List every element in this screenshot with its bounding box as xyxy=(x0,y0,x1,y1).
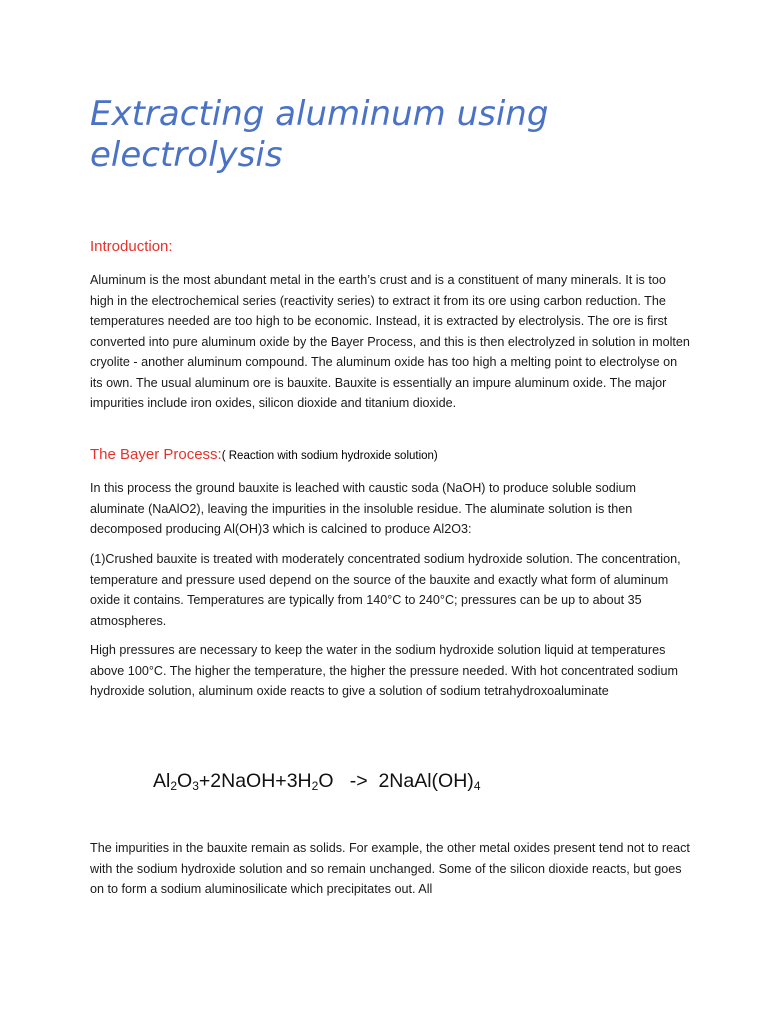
chemical-equation xyxy=(153,768,481,794)
introduction-heading: Introduction: xyxy=(90,238,173,255)
impurities-paragraph: The impurities in the bauxite remain as solids. For example, the other metal oxides present tend not to react with the sodium hydroxide solution and so remain unchanged. Some of the silicon dioxide reacts, but goes on to form a sodium aluminosilicate which precipitates out. All xyxy=(90,841,690,896)
crushed-bauxite-paragraph: (1)Crushed bauxite is treated with moderately concentrated sodium hydroxide solution. The concentration, temperature and pressure used depend on the source of the bauxite and exactly what form of aluminum oxide it contains. Temperatures are typically from 140°C to 240°C; pressures can be up to about 35 atmospheres. xyxy=(90,552,681,628)
bayer-intro-paragraph: In this process the ground bauxite is leached with caustic soda (NaOH) to produce soluble sodium aluminate (NaAlO2), leaving the impurities in the insoluble residue. The aluminate solution is then decomposed producing Al(OH)3 which is calcined to produce Al2O3: xyxy=(90,481,637,536)
introduction-paragraph: Aluminum is the most abundant metal in the earth’s crust and is a constituent of many minerals. It is too high in the electrochemical series (reactivity series) to extract it from its ore using carbon reduction. The temperatures needed are too high to be economic. Instead, it is extracted by electrolysis. The ore is first converted into pure aluminum oxide by the Bayer Process, and this is then electrolyzed in solution in molten cryolite - another aluminum compound. The aluminum oxide has too high a melting point to electrolyse on its own. The usual aluminum ore is bauxite. Bauxite is essentially an impure aluminum oxide. The major impurities include iron oxides, silicon dioxide and titanium dioxide. xyxy=(90,273,690,410)
equation-part: O -> 2NaAl(OH) xyxy=(318,770,474,792)
equation-part: Al xyxy=(153,770,171,792)
high-pressure-paragraph: High pressures are necessary to keep the water in the sodium hydroxide solution liquid at temperatures above 100°C. The higher the temperature, the higher the pressure needed. With hot concentrated sodium hydroxide solution, aluminum oxide reacts to give a solution of sodium tetrahydroxoaluminate xyxy=(90,643,678,698)
equation-subscript: 2 xyxy=(311,779,319,793)
equation-subscript: 2 xyxy=(170,779,178,793)
bayer-process-title: The Bayer Process: xyxy=(90,446,222,463)
equation-part: O xyxy=(177,770,193,792)
bayer-process-heading xyxy=(90,445,690,466)
equation-subscript: 3 xyxy=(192,779,199,793)
document-title: Extracting aluminum using electrolysis xyxy=(90,94,549,175)
bayer-process-subtitle: ( Reaction with sodium hydroxide solution) xyxy=(221,450,438,462)
equation-part: +2NaOH+3H xyxy=(198,770,312,792)
equation-subscript: 4 xyxy=(473,779,481,793)
